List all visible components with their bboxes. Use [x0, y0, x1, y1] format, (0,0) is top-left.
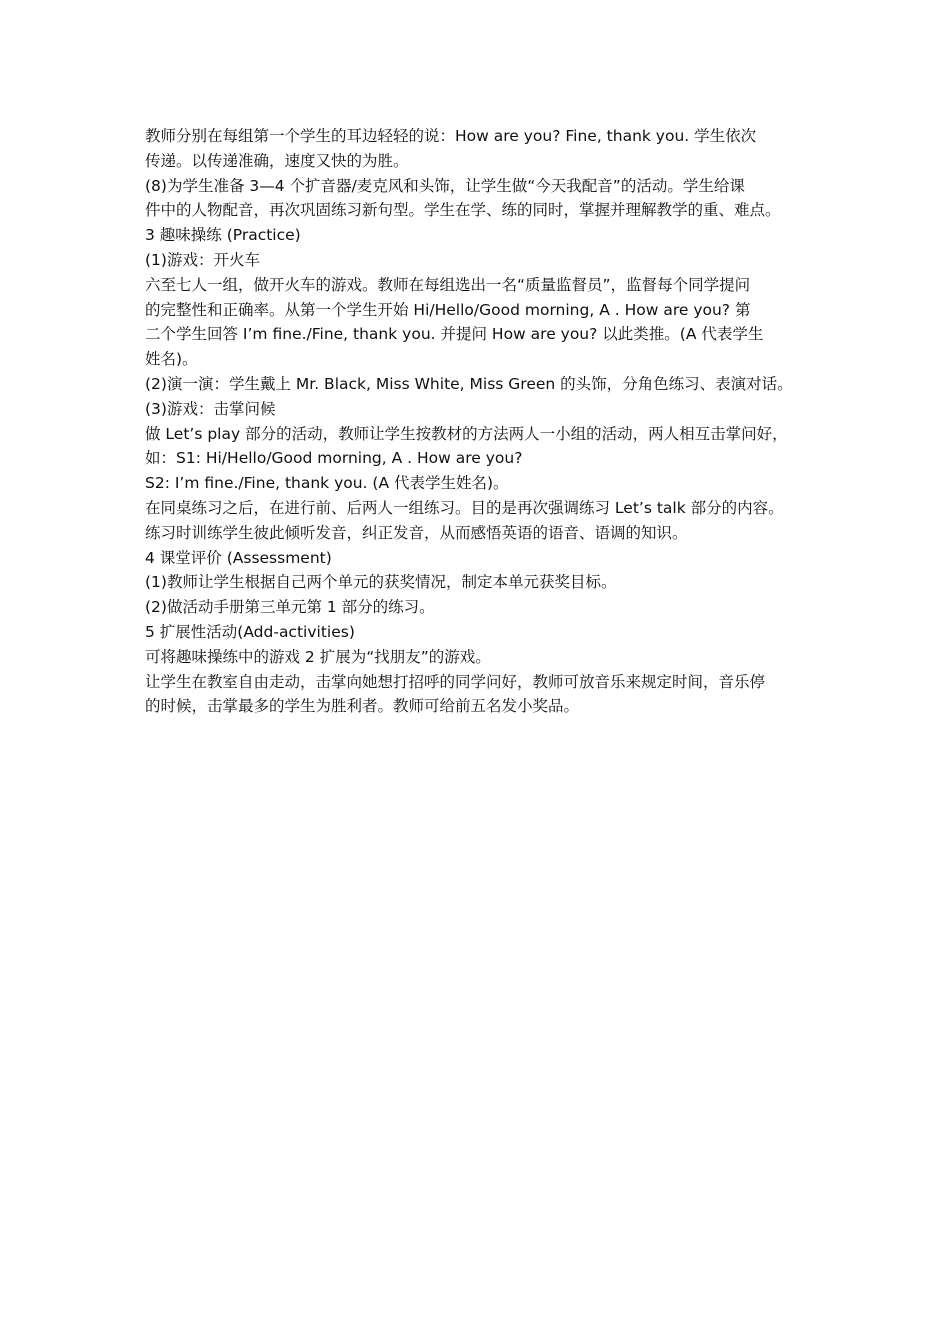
text-line: 六至七人一组，做开火车的游戏。教师在每组选出一名“质量监督员”，监督每个同学提问 [145, 275, 751, 294]
text-line: 的时候，击掌最多的学生为胜利者。教师可给前五名发小奖品。 [145, 697, 580, 716]
text-line: 教师分别在每组第一个学生的耳边轻轻的说：How are you? Fine, thank you. 学生依次 [145, 127, 757, 145]
text-line: 如：S1: Hi/Hello/Good morning, A . How are you? [145, 449, 523, 468]
text-line: (1)教师让学生根据自己两个单元的获奖情况，制定本单元获奖目标。 [145, 573, 617, 592]
subheading-train-game: (1)游戏：开火车 [145, 250, 260, 269]
text-line: 姓名)。 [145, 350, 198, 369]
text-line: 做 Let’s play 部分的活动，教师让学生按教材的方法两人一小组的活动，两人相互击掌问好， [145, 424, 788, 443]
section-heading-add-activities: 5 扩展性活动(Add-activities) [145, 622, 355, 641]
text-line: 练习时训练学生彼此倾听发音，纠正发音，从而感悟英语的语音、语调的知识。 [145, 523, 688, 542]
section-heading-practice: 3 趣味操练 (Practice) [145, 226, 301, 245]
text-line: 传递。以传递准确，速度又快的为胜。 [145, 151, 409, 170]
text-line: 可将趣味操练中的游戏 2 扩展为“找朋友”的游戏。 [145, 647, 491, 666]
text-line: 的完整性和正确率。从第一个学生开始 Hi/Hello/Good morning, A . How are you? 第 [145, 300, 751, 319]
text-line: 让学生在教室自由走动，击掌向她想打招呼的同学问好，教师可放音乐来规定时间，音乐停 [145, 672, 766, 691]
text-line: S2: I’m fine./Fine, thank you. (A 代表学生姓名)。 [145, 474, 509, 493]
text-line: 在同桌练习之后，在进行前、后两人一组练习。目的是再次强调练习 Let’s talk 部分的内容。 [145, 498, 784, 517]
document-body [145, 124, 825, 719]
text-line: 二个学生回答 I’m fine./Fine, thank you. 并提问 How are you? 以此类推。(A 代表学生 [145, 325, 764, 344]
section-heading-assessment: 4 课堂评价 (Assessment) [145, 548, 332, 567]
text-line: 件中的人物配音，再次巩固练习新句型。学生在学、练的同时，掌握并理解教学的重、难点。 [145, 201, 781, 220]
text-line: (2)演一演：学生戴上 Mr. Black, Miss White, Miss Green 的头饰，分角色练习、表演对话。 [145, 374, 793, 393]
text-line: (2)做活动手册第三单元第 1 部分的练习。 [145, 598, 435, 617]
subheading-clap-greeting: (3)游戏：击掌问候 [145, 399, 276, 418]
text-line: (8)为学生准备 3—4 个扩音器/麦克风和头饰，让学生做“今天我配音”的活动。学生给课 [145, 176, 745, 195]
